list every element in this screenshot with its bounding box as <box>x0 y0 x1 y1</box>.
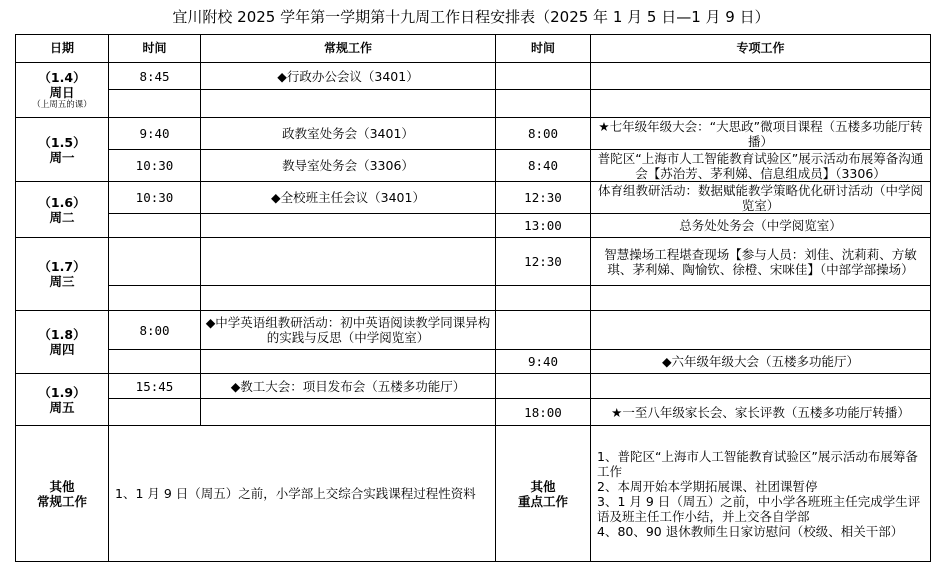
schedule-table <box>15 34 931 562</box>
header-special: 专项工作 <box>591 35 931 63</box>
special-cell <box>591 90 931 118</box>
date-value: （1.9） <box>38 384 86 400</box>
other-routine-label <box>16 426 109 562</box>
other-key-label <box>496 426 591 562</box>
header-time-routine: 时间 <box>109 35 201 63</box>
special-cell: ★七年级年级大会：“大思政”微项目课程（五楼多功能厅转播） <box>591 118 931 150</box>
date-cell <box>16 182 109 238</box>
key-note-item: 2、本周开始本学期拓展课、社团课暂停 <box>597 478 818 494</box>
time-cell <box>109 90 201 118</box>
routine-cell: 政教室处务会（3401） <box>201 118 496 150</box>
special-cell <box>591 311 931 350</box>
table-row <box>16 182 931 214</box>
weekday-value: 周一 <box>49 149 75 165</box>
time-cell: 9:40 <box>109 118 201 150</box>
time-cell <box>109 238 201 286</box>
time-cell <box>109 350 201 374</box>
date-cell <box>16 374 109 426</box>
date-value: （1.4） <box>38 69 86 85</box>
routine-note-item: 1、1 月 9 日（周五）之前，小学部上交综合实践课程过程性资料 <box>115 486 476 501</box>
time-cell <box>109 214 201 238</box>
special-cell: 普陀区“上海市人工智能教育试验区”展示活动布展筹备沟通会【苏治芳、茅利娣、信息组成员】（3306） <box>591 150 931 182</box>
table-row <box>16 350 931 374</box>
page-title: 宜川附校 2025 学年第一学期第十九周工作日程安排表（2025 年 1 月 5 日—1 月 9 日） <box>172 8 770 26</box>
special-cell: 体育组教研活动：数据赋能教学策略优化研讨活动（中学阅览室） <box>591 182 931 214</box>
time-cell: 9:40 <box>496 350 591 374</box>
table-row <box>16 238 931 286</box>
routine-cell <box>201 286 496 311</box>
key-note-item: 3、1 月 9 日（周五）之前，中小学各班班主任完成学生评语及班主任工作小结，并上交各自学部 <box>597 493 921 524</box>
key-work-label: 重点工作 <box>517 493 568 509</box>
routine-cell <box>201 238 496 286</box>
special-cell <box>591 63 931 90</box>
routine-cell <box>201 399 496 426</box>
date-value: （1.7） <box>38 259 86 274</box>
time-cell: 18:00 <box>496 399 591 426</box>
table-row <box>16 311 931 350</box>
special-cell: 智慧操场工程堪查现场【参与人员：刘佳、沈莉莉、方敏琪、茅利娣、陶愉钦、徐橙、宋咪佳】（中部学部操场） <box>591 238 931 286</box>
other-work-row <box>16 426 931 562</box>
routine-cell: ◆教工大会：项目发布会（五楼多功能厅） <box>201 374 496 399</box>
date-cell <box>16 118 109 182</box>
date-value: （1.8） <box>38 327 86 342</box>
date-value: （1.6） <box>38 194 86 210</box>
time-cell: 13:00 <box>496 214 591 238</box>
time-cell: 15:45 <box>109 374 201 399</box>
weekday-value: 周三 <box>49 274 75 289</box>
routine-cell: ◆中学英语组教研活动：初中英语阅读教学同课异构的实践与反思（中学阅览室） <box>201 311 496 350</box>
time-cell: 8:45 <box>109 63 201 90</box>
special-cell: ◆六年级年级大会（五楼多功能厅） <box>591 350 931 374</box>
routine-cell <box>201 214 496 238</box>
header-row <box>16 35 931 63</box>
routine-cell: ◆全校班主任会议（3401） <box>201 182 496 214</box>
weekday-value: 周二 <box>49 209 75 225</box>
time-cell: 12:30 <box>496 238 591 286</box>
special-cell: 总务处处务会（中学阅览室） <box>591 214 931 238</box>
table-row <box>16 90 931 118</box>
time-cell: 10:30 <box>109 150 201 182</box>
other-routine-notes <box>109 426 496 562</box>
table-row <box>16 118 931 150</box>
date-note: （上周五的课） <box>32 99 92 110</box>
routine-cell <box>201 90 496 118</box>
table-row <box>16 214 931 238</box>
weekday-value: 周日 <box>49 84 75 100</box>
date-cell <box>16 238 109 311</box>
routine-work-label: 常规工作 <box>36 493 87 509</box>
time-cell: 8:00 <box>496 118 591 150</box>
table-row <box>16 63 931 90</box>
time-cell <box>496 311 591 350</box>
time-cell <box>496 63 591 90</box>
special-cell: ★一至八年级家长会、家长评教（五楼多功能厅转播） <box>591 399 931 426</box>
table-row <box>16 374 931 399</box>
key-note-item: 1、普陀区“上海市人工智能教育试验区”展示活动布展筹备工作 <box>597 448 918 479</box>
table-row <box>16 286 931 311</box>
weekday-value: 周四 <box>49 342 75 357</box>
key-note-item: 4、80、90 退休教师生日家访慰问（校级、相关干部） <box>597 523 904 539</box>
time-cell: 12:30 <box>496 182 591 214</box>
routine-cell: 教导室处务会（3306） <box>201 150 496 182</box>
header-routine: 常规工作 <box>201 35 496 63</box>
other-label: 其他 <box>49 478 75 494</box>
time-cell <box>496 374 591 399</box>
other-label: 其他 <box>530 478 556 494</box>
time-cell <box>496 286 591 311</box>
time-cell: 8:00 <box>109 311 201 350</box>
time-cell: 10:30 <box>109 182 201 214</box>
time-cell <box>496 90 591 118</box>
header-time-special: 时间 <box>496 35 591 63</box>
weekday-value: 周五 <box>49 399 75 415</box>
routine-cell <box>201 350 496 374</box>
special-cell <box>591 374 931 399</box>
header-date: 日期 <box>16 35 109 63</box>
time-cell <box>109 399 201 426</box>
table-row <box>16 150 931 182</box>
table-row <box>16 399 931 426</box>
time-cell: 8:40 <box>496 150 591 182</box>
date-cell <box>16 311 109 374</box>
special-cell <box>591 286 931 311</box>
time-cell <box>109 286 201 311</box>
date-value: （1.5） <box>38 134 86 150</box>
date-cell <box>16 63 109 118</box>
other-key-notes <box>591 426 931 562</box>
routine-cell: ◆行政办公会议（3401） <box>201 63 496 90</box>
